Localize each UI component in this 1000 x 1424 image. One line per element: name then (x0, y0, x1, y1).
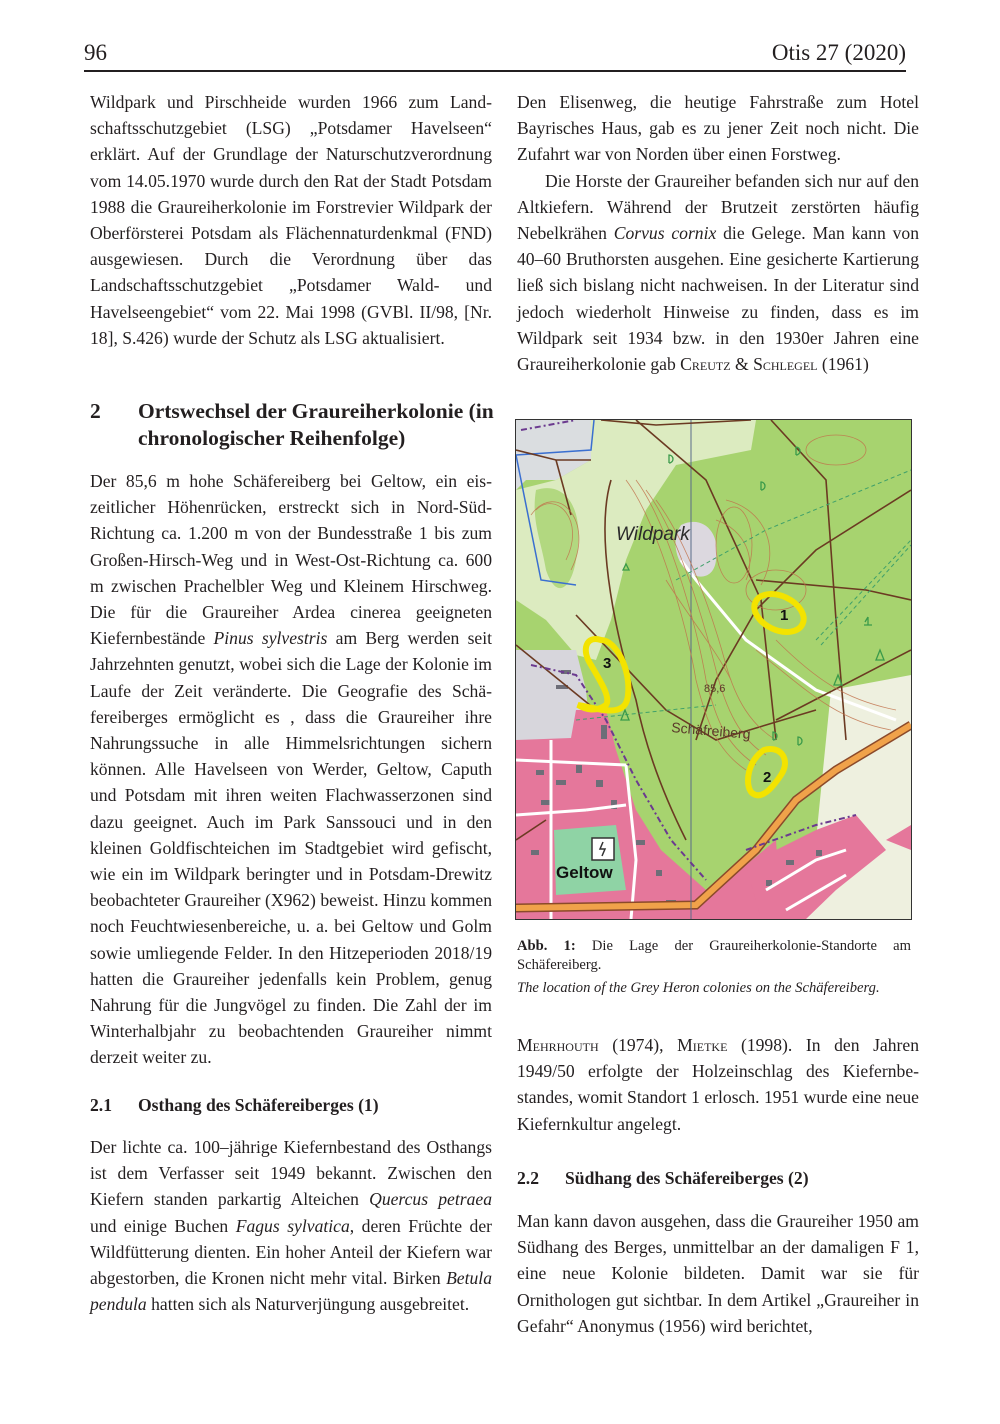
species-name: Betula pendula (90, 1268, 492, 1315)
text-run: Der lichte ca. 100–jährige Kiefernbestand des Osthangs ist dem Verfasser seit 1949 bekannt. Zwischen den Kiefern standen parkartig Alteichen (90, 1137, 492, 1210)
figure-caption (517, 937, 911, 998)
map-label-schaefereiberg: Schäfreiberg (670, 719, 752, 742)
journal-citation: Otis 27 (2020) (771, 40, 906, 65)
map-site-1: 1 (780, 607, 789, 624)
caption-english: The location of the Grey Heron colonies on the Schäfereiberg. (517, 980, 880, 996)
species-name: Quercus petraea (369, 1189, 492, 1210)
species-name: Pinus sylvestris (213, 628, 328, 649)
running-header (84, 40, 906, 72)
text-run: (1974), (598, 1035, 678, 1055)
figure-map (515, 419, 912, 920)
author-name: Mietke (677, 1035, 728, 1055)
map-label-wildpark: Wildpark (616, 524, 690, 545)
page-number: 96 (84, 40, 107, 65)
section-2-1-body (90, 1134, 492, 1317)
holzeinschlag-paragraph (517, 1032, 919, 1137)
author-name: Creutz (680, 354, 731, 375)
intro-paragraph: Wildpark und Pirschheide wurden 1966 zum Landschaftsschutzgebiet (LSG) „Potsdamer Havelseen“ erklärt. Auf der Grundlage der Naturschutzverordnung vom 14.05.1970 wurde durch den Rat der Stadt Potsdam 1988 die Graureiherkolonie im Forstrevier Wildpark der Oberförsterei Potsdam als Flächennaturdenkmal (FND) ausgewiesen. Durch die Verordnung über das Landschaftsschutzgebiet „Potsdamer Wald- und Havelseengebiet“ vom 22. Mai 1998 (GVBl. II/98, [Nr. 18], S.426) wurde der Schutz als LSG aktualisiert. (90, 92, 492, 348)
horste-paragraph (517, 168, 919, 378)
right-top-text (517, 89, 919, 377)
text-run: Der 85,6 m hohe Schäfereiberg bei Geltow, ein eiszeitlicher Höhenrücken, erstreckt sich in Nord-Süd-Richtung ca. 1.200 m von der Bundesstraße 1 bis zum Großen-Hirsch-Weg und in West-Ost-Richtung ca. 600 m zwischen Prachelbler Weg und Kleinem Hirschweg. Die für die Graureiher Ardea cinerea geeigneten Kiefernbestände (90, 471, 492, 649)
text-run: Die Horste der Graureiher befanden sich nur auf den Altkiefern. Während der Brutzeit zerstörten häufig Nebelkrähen (517, 170, 919, 244)
section-number: 2 (90, 399, 101, 423)
species-name: Corvus cornix (613, 223, 717, 244)
text-run: die Gelege. Man kann von 40–60 Bruthorsten ausgehen. Eine gesicherte Kartierung ließ sich bislang nicht nachweisen. In der Literatur sind jedoch wiederholt Hinweise zu finden, dass es im Wildpark seit 1934 bzw. in den 1930er Jahren eine Graureiherkolonie gab (517, 223, 919, 375)
map-site-3: 3 (603, 655, 612, 672)
text-run: am Berg werden seit Jahrzehnten genutzt, wobei sich die Lage der Kolonie im Laufe der Zeit veränderte. Die Geografie des Schäfereiberges ermöglicht es , dass die Graureiher ihre Nahrungssuche in alle Himmelsrichtungen sichern können. Alle Havelseen von Werder, Geltow, Caputh und Potsdam mit ihren weiten Flachwasserzonen sind dazu geeignet. Auch im Park Sanssouci und in den kleinen Goldfischteichen im Stadtgebiet wird gefischt, wie ein im Wildpark beringter und in Potsdam-Drewitz beobachteter Graureiher (X962) beweist. Hinzu kommen noch Feuchtwiesenbereiche, u. a. bei Geltow und Golm sowie umliegende Felder. In den Hitzeperioden 2018/19 hatten die Graureiher jedenfalls kein Problem, genug Nahrung für die Jungvögel zu finden. Die Zahl der im Winterhalbjahr zu beobachtenden Graureiher nimmt derzeit weiter zu. (90, 628, 493, 1068)
section-title: Südhang des Schäfereiberges (2) (565, 1168, 809, 1188)
text-run: , deren Früchte der Wildfütterung dienten. Ein hoher Anteil der Kiefern war abgestorben, die Kronen nicht mehr vital. Birken (90, 1215, 492, 1289)
caption-label: Abb. 1: (517, 938, 576, 954)
section-title: Ortswechsel der Graureiherkolonie (in chronologischer Reihenfolge) (138, 399, 494, 450)
author-name: Schlegel (753, 354, 818, 375)
elisenweg-paragraph: Den Elisenweg, die heutige Fahrstraße zum Hotel Bayrisches Haus, gab es zu jener Zeit noch nicht. Die Zufahrt war von Norden über einen Forstweg. (517, 92, 919, 165)
intro-paragraph-block (90, 89, 492, 351)
text-run: & (730, 354, 754, 375)
text-run: (1998). In den Jahren 1949/50 erfolgte der Holzeinschlag des Kiefernbestandes, womit Standort 1 erlosch. 1951 wurde eine neue Kiefernkultur angelegt. (517, 1035, 919, 1134)
section-number: 2.2 (517, 1168, 539, 1188)
map-site-2: 2 (763, 769, 772, 786)
author-name: Mehrhouth (517, 1035, 599, 1055)
map-label-elevation: 85,6 (704, 683, 726, 695)
text-run: hatten sich als Naturverjüngung ausgebreitet. (146, 1294, 470, 1315)
section-number: 2.1 (90, 1095, 112, 1115)
caption-german: Die Lage der Graureiherkolonie-Standorte am Schäfereiberg. (517, 938, 911, 973)
section-2-paragraph (90, 468, 492, 1071)
text-run: und einige Buchen (90, 1215, 236, 1236)
map-label-geltow: Geltow (556, 863, 613, 882)
section-2-1-paragraph (90, 1134, 492, 1317)
section-2-body (90, 468, 492, 1071)
section-2-2-body (517, 1208, 919, 1339)
section-title: Osthang des Schäfereiberges (1) (138, 1095, 379, 1115)
section-2-2-paragraph: Man kann davon ausgehen, dass die Graureiher 1950 am Südhang des Berges, unmittelbar an der damaligen F 1, eine neue Kolonie bildeten. Damit war sie für Ornithologen gut sichtbar. In dem Artikel „Graureiher in Gefahr“ Anonymus (1956) wird berichtet, (517, 1211, 919, 1336)
text-run: (1961) (817, 354, 869, 375)
right-after-figure-text (517, 1032, 919, 1137)
species-name: Fagus sylvatica (235, 1215, 350, 1236)
